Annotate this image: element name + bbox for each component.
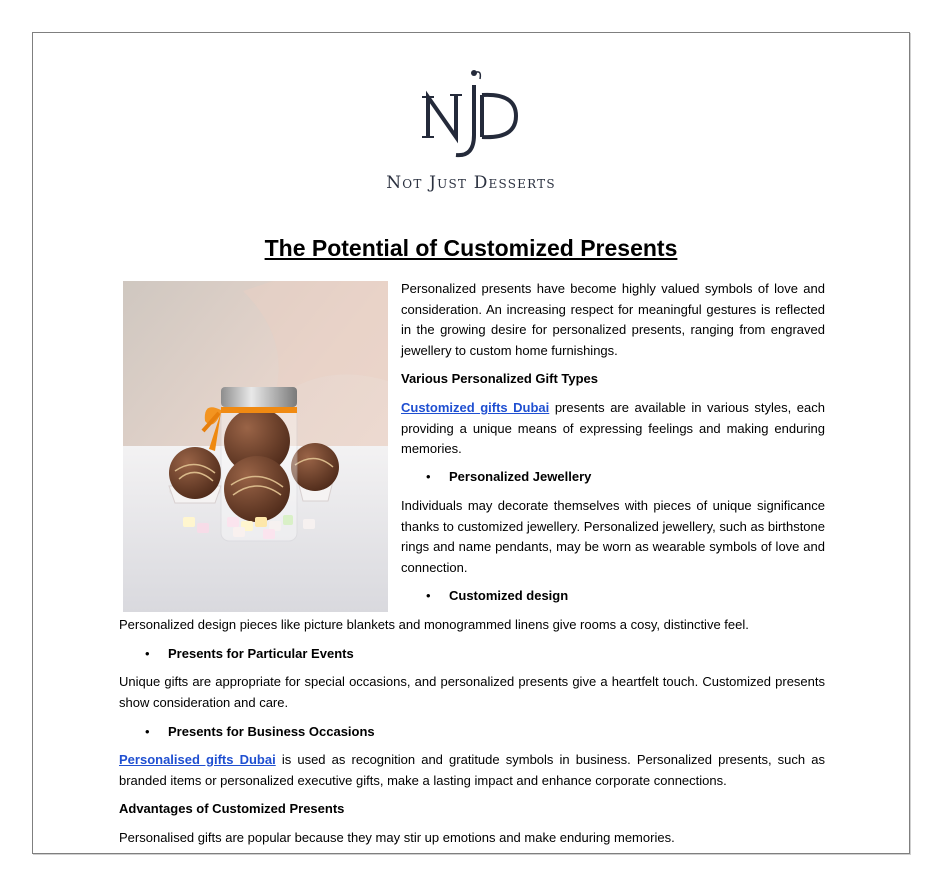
bullet-icon: •	[426, 588, 431, 603]
bullet-label: Personalized Jewellery	[449, 469, 592, 484]
personalised-gifts-dubai-link[interactable]: Personalised gifts Dubai	[119, 752, 276, 767]
bullet-label: Customized design	[449, 588, 569, 603]
page-title: The Potential of Customized Presents	[264, 235, 678, 261]
document-page	[32, 32, 910, 854]
bullet-icon: •	[145, 646, 150, 661]
customized-gifts-dubai-link[interactable]: Customized gifts Dubai	[401, 400, 550, 415]
business-paragraph	[119, 750, 825, 791]
njd-monogram-icon	[416, 65, 526, 165]
bullet-item-jewellery	[426, 467, 592, 487]
intro-paragraph: Personalized presents have become highly valued symbols of love and consideration. An increasing respect for meaningful gestures is reflected in the growing desire for personalized presents, ranging from engraved jewellery to custom home furnishings.	[401, 281, 825, 358]
business-text: is used as recognition and gratitude symbols in business. Personalized presents, such as branded items or personalized executive gifts, make a lasting impact and enhance corporate connections.	[119, 752, 825, 788]
bullet-item-business	[145, 722, 375, 742]
bullet-item-events	[145, 644, 354, 664]
types-paragraph	[401, 398, 825, 460]
bullet-label: Presents for Business Occasions	[168, 724, 375, 739]
events-paragraph: Unique gifts are appropriate for special occasions, and personalized presents give a heartfelt touch. Customized presents show consideration and care.	[119, 674, 825, 710]
product-photo	[123, 281, 388, 612]
jewellery-paragraph: Individuals may decorate themselves with pieces of unique significance thanks to customized jewellery. Personalized jewellery, such as birthstone rings and name pendants, may be worn as wearable symbols of love and connection.	[401, 498, 825, 575]
section-heading-types: Various Personalized Gift Types	[401, 371, 598, 386]
bullet-label: Presents for Particular Events	[168, 646, 354, 661]
types-text: presents are available in various styles, each providing a unique means of expressing feelings and making enduring memories.	[401, 400, 825, 456]
brand-logo	[33, 65, 909, 165]
advantages-paragraph: Personalised gifts are popular because they may stir up emotions and make enduring memories.	[119, 830, 675, 845]
section-heading-advantages: Advantages of Customized Presents	[119, 801, 345, 816]
bullet-icon: •	[145, 724, 150, 739]
design-paragraph: Personalized design pieces like picture blankets and monogrammed linens give rooms a cosy, distinctive feel.	[119, 617, 749, 632]
bullet-item-design	[426, 586, 569, 606]
bullet-icon: •	[426, 469, 431, 484]
brand-name: Not Just Desserts	[386, 173, 556, 193]
